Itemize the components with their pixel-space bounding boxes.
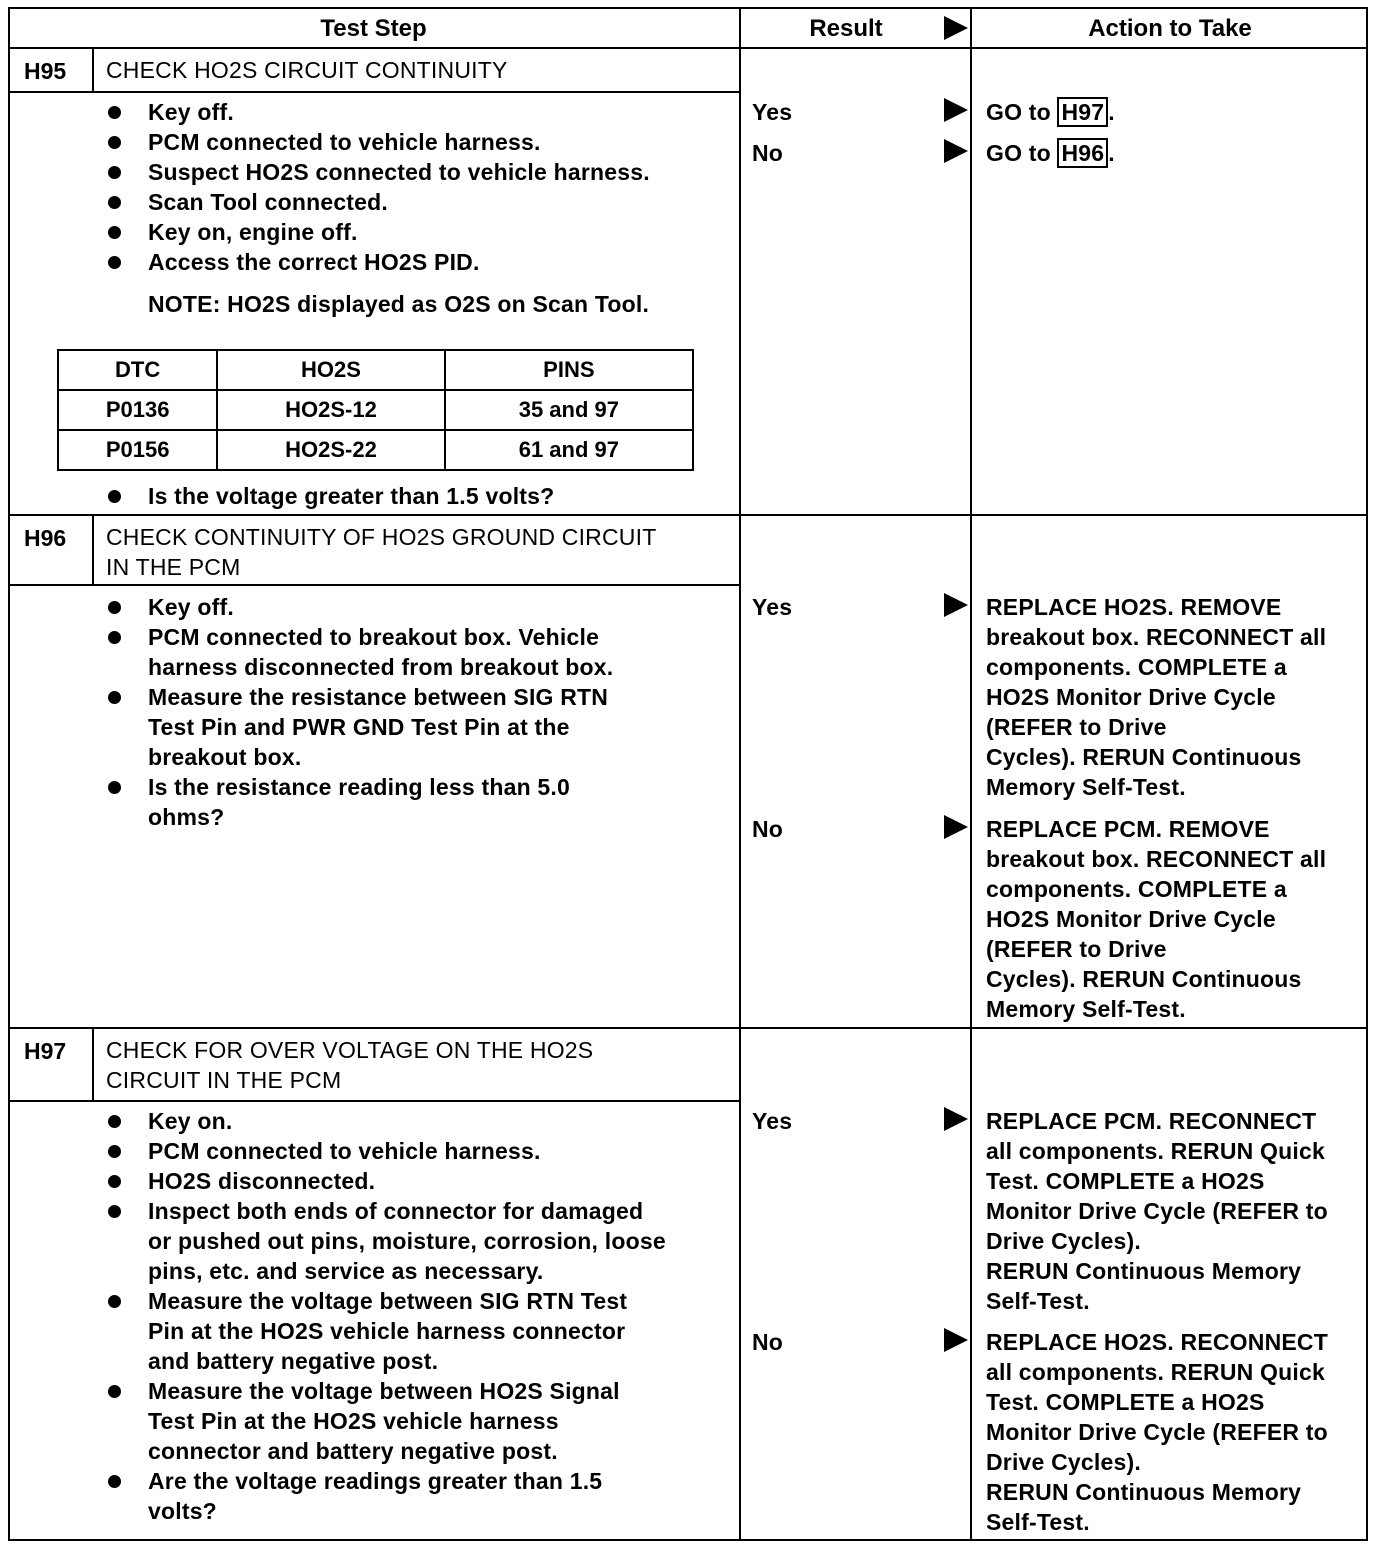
bullet-icon xyxy=(108,1295,121,1308)
result-arrow-icon xyxy=(944,139,968,163)
h97-bullet-4-line3: pins, etc. and service as necessary. xyxy=(148,1258,544,1284)
h96-action-no-line4: HO2S Monitor Drive Cycle xyxy=(986,906,1276,932)
h96-id-divider xyxy=(92,514,94,586)
h95-bullet-5: Key on, engine off. xyxy=(148,219,358,245)
step-title-h95: CHECK HO2S CIRCUIT CONTINUITY xyxy=(106,57,508,83)
bullet-icon xyxy=(108,1115,121,1128)
h97-action-yes-line5: Drive Cycles). xyxy=(986,1228,1141,1254)
h97-bullet-4-line2: or pushed out pins, moisture, corrosion, loose xyxy=(148,1228,666,1254)
step-ref-link[interactable]: H96 xyxy=(1057,138,1108,168)
step-title-h97-line1: CHECK FOR OVER VOLTAGE ON THE HO2S xyxy=(106,1037,594,1063)
h96-bullet-3-line2: Test Pin and PWR GND Test Pin at the xyxy=(148,714,570,740)
divider-result xyxy=(739,7,741,1541)
h97-action-no-line3: Test. COMPLETE a HO2S xyxy=(986,1389,1265,1415)
table-cell: P0156 xyxy=(58,430,217,470)
bullet-icon xyxy=(108,166,121,179)
h97-action-yes-line6: RERUN Continuous Memory xyxy=(986,1258,1302,1284)
h97-bullet-1: Key on. xyxy=(148,1108,233,1134)
step-id-h96: H96 xyxy=(24,525,67,551)
table-cell: HO2S-12 xyxy=(217,390,444,430)
table-cell: 35 and 97 xyxy=(445,390,693,430)
bullet-icon xyxy=(108,1205,121,1218)
header-action: Action to Take xyxy=(1088,15,1252,42)
h97-bullet-6-line2: Test Pin at the HO2S vehicle harness xyxy=(148,1408,559,1434)
h96-bullet-3-line3: breakout box. xyxy=(148,744,302,770)
divider-h97 xyxy=(8,1027,1368,1029)
h97-question-line1: Are the voltage readings greater than 1.5 xyxy=(148,1468,603,1494)
h96-title-underline xyxy=(8,584,739,586)
h97-bullet-2: PCM connected to vehicle harness. xyxy=(148,1138,541,1164)
h95-bullet-1: Key off. xyxy=(148,99,234,125)
step-id-h95: H95 xyxy=(24,58,67,84)
h96-action-yes-line2: breakout box. RECONNECT all xyxy=(986,624,1327,650)
h97-bullet-5-line3: and battery negative post. xyxy=(148,1348,439,1374)
h96-action-no-line7: Memory Self-Test. xyxy=(986,996,1186,1022)
h95-action-yes: GO to H97 . xyxy=(986,99,1115,125)
h97-action-yes-line2: all components. RERUN Quick xyxy=(986,1138,1325,1164)
table-row xyxy=(58,430,693,470)
h95-question: Is the voltage greater than 1.5 volts? xyxy=(148,483,555,509)
h97-action-no-line5: Drive Cycles). xyxy=(986,1449,1141,1475)
result-arrow-icon xyxy=(944,1328,968,1352)
h95-result-no: No xyxy=(752,140,784,166)
h97-action-no-line4: Monitor Drive Cycle (REFER to xyxy=(986,1419,1328,1445)
table-header-cell: DTC xyxy=(58,350,217,390)
h97-bullet-4-line1: Inspect both ends of connector for damaged xyxy=(148,1198,644,1224)
divider-h96 xyxy=(8,514,1368,516)
h96-action-no-line2: breakout box. RECONNECT all xyxy=(986,846,1327,872)
h96-action-no-line1: REPLACE PCM. REMOVE xyxy=(986,816,1270,842)
header-underline xyxy=(8,47,1368,49)
table-header-cell: PINS xyxy=(445,350,693,390)
h96-bullet-2-line1: PCM connected to breakout box. Vehicle xyxy=(148,624,600,650)
h96-bullet-2-line2: harness disconnected from breakout box. xyxy=(148,654,614,680)
h97-action-no-line6: RERUN Continuous Memory xyxy=(986,1479,1302,1505)
dtc-pin-table xyxy=(57,349,694,471)
h96-action-no-line6: Cycles). RERUN Continuous xyxy=(986,966,1302,992)
bullet-icon xyxy=(108,106,121,119)
bullet-icon xyxy=(108,631,121,644)
step-ref-link[interactable]: H97 xyxy=(1057,97,1108,127)
divider-action xyxy=(970,7,972,1541)
h97-result-yes: Yes xyxy=(752,1108,793,1134)
bullet-icon xyxy=(108,1475,121,1488)
h95-result-yes: Yes xyxy=(752,99,793,125)
h96-question-line1: Is the resistance reading less than 5.0 xyxy=(148,774,570,800)
header-result: Result xyxy=(809,15,883,42)
table-header-cell: HO2S xyxy=(217,350,444,390)
h97-id-divider xyxy=(92,1027,94,1101)
h95-bullet-6: Access the correct HO2S PID. xyxy=(148,249,480,275)
h97-title-underline xyxy=(8,1100,739,1102)
h95-bullet-2: PCM connected to vehicle harness. xyxy=(148,129,541,155)
bullet-icon xyxy=(108,490,121,503)
h97-bullet-5-line1: Measure the voltage between SIG RTN Test xyxy=(148,1288,628,1314)
bullet-icon xyxy=(108,136,121,149)
result-arrow-icon xyxy=(944,815,968,839)
h96-action-no-line5: (REFER to Drive xyxy=(986,936,1167,962)
bullet-icon xyxy=(108,226,121,239)
bullet-icon xyxy=(108,781,121,794)
step-id-h97: H97 xyxy=(24,1038,67,1064)
h96-action-yes-line1: REPLACE HO2S. REMOVE xyxy=(986,594,1282,620)
h97-action-yes-line4: Monitor Drive Cycle (REFER to xyxy=(986,1198,1328,1224)
h95-title-underline xyxy=(8,91,739,93)
h97-action-yes-line1: REPLACE PCM. RECONNECT xyxy=(986,1108,1317,1134)
header-test-step: Test Step xyxy=(320,15,427,42)
h97-question-line2: volts? xyxy=(148,1498,217,1524)
table-cell: 61 and 97 xyxy=(445,430,693,470)
h97-bullet-3: HO2S disconnected. xyxy=(148,1168,376,1194)
h97-action-yes-line7: Self-Test. xyxy=(986,1288,1090,1314)
h96-bullet-1: Key off. xyxy=(148,594,234,620)
h95-action-no: GO to H96 . xyxy=(986,140,1115,166)
h97-action-yes-line3: Test. COMPLETE a HO2S xyxy=(986,1168,1265,1194)
h96-action-yes-line5: (REFER to Drive xyxy=(986,714,1167,740)
result-arrow-icon xyxy=(944,98,968,122)
table-header-row xyxy=(58,350,693,390)
h95-id-divider xyxy=(92,47,94,91)
h97-result-no: No xyxy=(752,1329,784,1355)
h96-action-yes-line6: Cycles). RERUN Continuous xyxy=(986,744,1302,770)
h97-action-no-line2: all components. RERUN Quick xyxy=(986,1359,1325,1385)
h96-action-no-line3: components. COMPLETE a xyxy=(986,876,1287,902)
header-arrow-icon xyxy=(944,16,968,40)
h96-result-no: No xyxy=(752,816,784,842)
h96-action-yes-line3: components. COMPLETE a xyxy=(986,654,1287,680)
step-title-h96-line1: CHECK CONTINUITY OF HO2S GROUND CIRCUIT xyxy=(106,524,657,550)
h97-bullet-5-line2: Pin at the HO2S vehicle harness connector xyxy=(148,1318,626,1344)
h95-bullet-3: Suspect HO2S connected to vehicle harness. xyxy=(148,159,650,185)
bullet-icon xyxy=(108,691,121,704)
bullet-icon xyxy=(108,256,121,269)
h97-bullet-6-line3: connector and battery negative post. xyxy=(148,1438,558,1464)
h97-action-no-line7: Self-Test. xyxy=(986,1509,1090,1535)
h96-bullet-3-line1: Measure the resistance between SIG RTN xyxy=(148,684,609,710)
table-row xyxy=(58,390,693,430)
h96-action-yes-line7: Memory Self-Test. xyxy=(986,774,1186,800)
h96-result-yes: Yes xyxy=(752,594,793,620)
result-arrow-icon xyxy=(944,1107,968,1131)
h96-question-line2: ohms? xyxy=(148,804,225,830)
table-cell: P0136 xyxy=(58,390,217,430)
bullet-icon xyxy=(108,1145,121,1158)
bullet-icon xyxy=(108,1385,121,1398)
h95-bullet-4: Scan Tool connected. xyxy=(148,189,388,215)
h95-note: NOTE: HO2S displayed as O2S on Scan Tool. xyxy=(148,291,650,317)
bullet-icon xyxy=(108,601,121,614)
bullet-icon xyxy=(108,196,121,209)
h96-action-yes-line4: HO2S Monitor Drive Cycle xyxy=(986,684,1276,710)
step-title-h97-line2: CIRCUIT IN THE PCM xyxy=(106,1067,342,1093)
step-title-h96-line2: IN THE PCM xyxy=(106,554,241,580)
h97-action-no-line1: REPLACE HO2S. RECONNECT xyxy=(986,1329,1328,1355)
result-arrow-icon xyxy=(944,593,968,617)
bullet-icon xyxy=(108,1175,121,1188)
table-cell: HO2S-22 xyxy=(217,430,444,470)
h97-bullet-6-line1: Measure the voltage between HO2S Signal xyxy=(148,1378,620,1404)
